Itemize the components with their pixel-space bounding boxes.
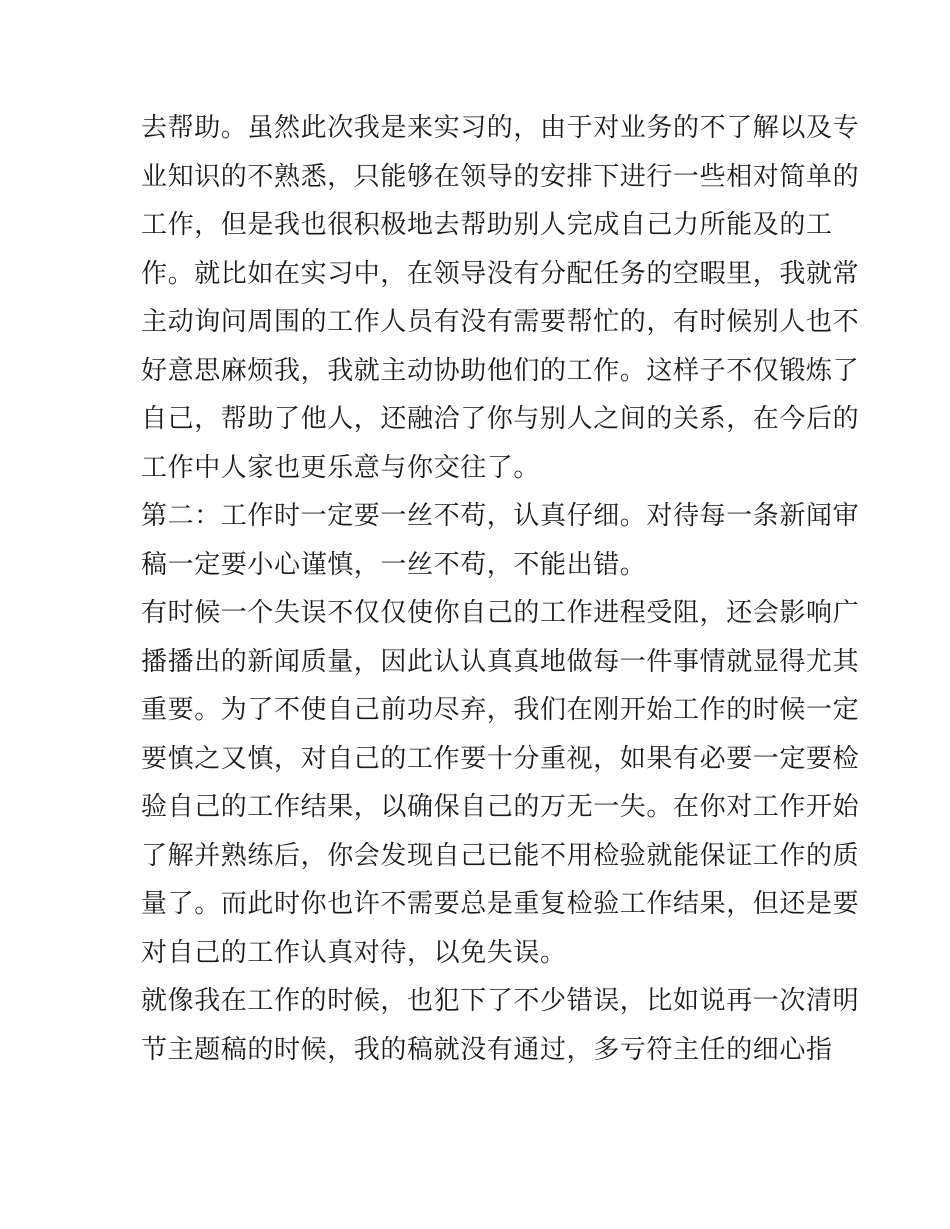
text-line: 好意思麻烦我，我就主动协助他们的工作。这样子不仅锻炼了 xyxy=(141,355,860,386)
text-line: 要慎之又慎，对自己的工作要十分重视，如果有必要一定要检 xyxy=(141,743,860,774)
text-line: 去帮助。虽然此次我是来实习的，由于对业务的不了解以及专 xyxy=(141,113,860,143)
text-line: 验自己的工作结果，以确保自己的万无一失。在你对工作开始 xyxy=(141,792,860,822)
text-line: 主动询问周围的工作人员有没有需要帮忙的，有时候别人也不 xyxy=(141,307,860,337)
section-heading-line: 第二：工作时一定要一丝不苟，认真仔细。对待每一条新闻审 xyxy=(141,501,860,531)
text-line: 工作中人家也更乐意与你交往了。 xyxy=(141,452,541,483)
text-line: 量了。而此时你也许不需要总是重复检验工作结果，但还是要 xyxy=(141,889,860,919)
text-line: 有时候一个失误不仅仅使你自己的工作进程受阻，还会影响广 xyxy=(141,598,860,628)
text-line: 作。就比如在实习中，在领导没有分配任务的空暇里，我就常 xyxy=(141,258,860,289)
body-text xyxy=(141,104,860,1074)
text-line: 工作，但是我也很积极地去帮助别人完成自己力所能及的工 xyxy=(141,210,833,240)
text-line: 自己，帮助了他人，还融洽了你与别人之间的关系，在今后的 xyxy=(141,404,860,434)
text-line: 播播出的新闻质量，因此认认真真地做每一件事情就显得尤其 xyxy=(141,646,860,677)
text-line: 业知识的不熟悉，只能够在领导的安排下进行一些相对简单的 xyxy=(141,161,860,192)
text-line: 稿一定要小心谨慎，一丝不苟，不能出错。 xyxy=(141,549,647,580)
text-line: 对自己的工作认真对待，以免失误。 xyxy=(141,937,567,968)
text-line: 重要。为了不使自己前功尽弃，我们在刚开始工作的时候一定 xyxy=(141,695,860,725)
text-line: 了解并熟练后，你会发现自己已能不用检验就能保证工作的质 xyxy=(141,840,860,871)
text-line: 节主题稿的时候，我的稿就没有通过，多亏符主任的细心指 xyxy=(141,1034,833,1065)
text-line: 就像我在工作的时候，也犯下了不少错误，比如说再一次清明 xyxy=(141,986,860,1016)
